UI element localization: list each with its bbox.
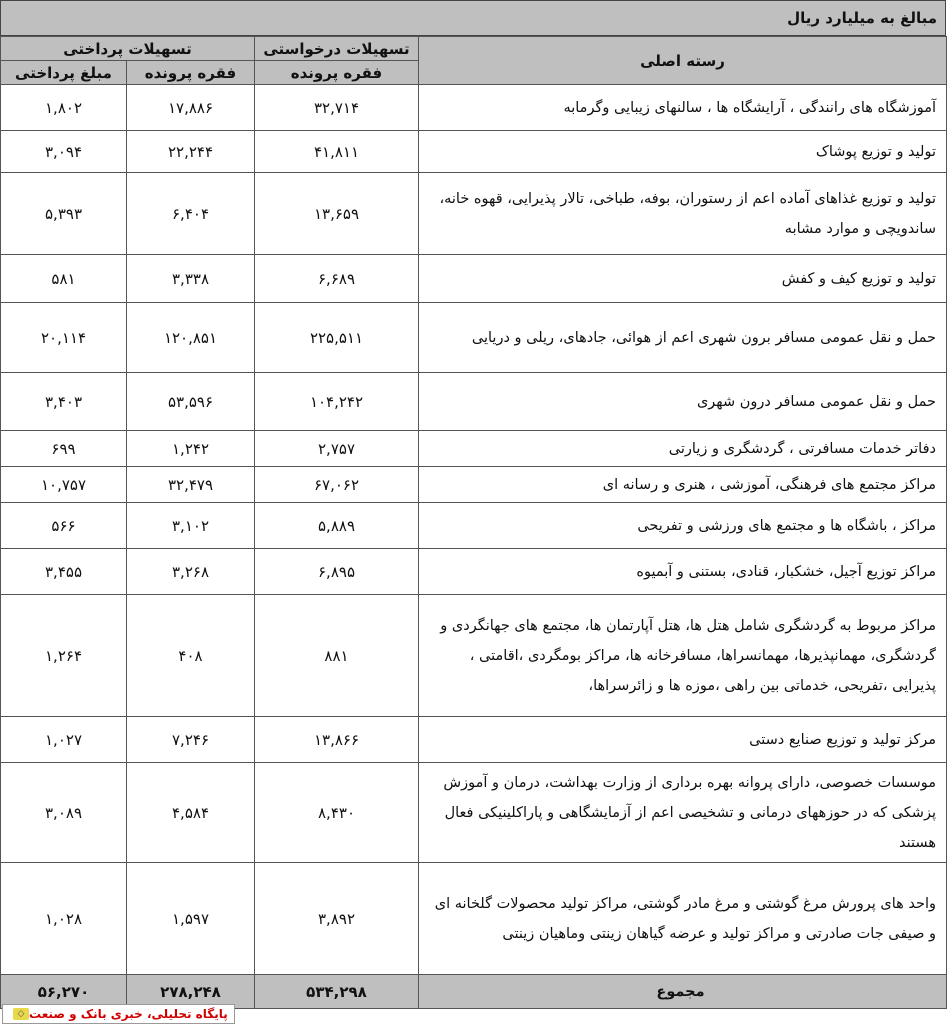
table-row: [1, 717, 947, 763]
table-row: [1, 863, 947, 975]
row-paid-files: ۳۲,۴۷۹: [127, 467, 255, 503]
row-requested: ۶,۶۸۹: [255, 255, 419, 303]
table-row: [1, 131, 947, 173]
header-requested-files: فقره پرونده: [255, 61, 419, 85]
total-paid-files: ۲۷۸,۲۴۸: [127, 975, 255, 1009]
total-requested: ۵۳۴,۲۹۸: [255, 975, 419, 1009]
row-category: مراکز توزیع آجیل، خشکبار، قنادی، بستنی و آبمیوه: [419, 549, 947, 595]
row-requested: ۱۳,۸۶۶: [255, 717, 419, 763]
row-category: دفاتر خدمات مسافرتی ، گردشگری و زیارتی: [419, 431, 947, 467]
table-row: [1, 595, 947, 717]
row-paid-amount: ۱,۸۰۲: [1, 85, 127, 131]
row-paid-files: ۳,۱۰۲: [127, 503, 255, 549]
table-row: [1, 255, 947, 303]
row-paid-amount: ۳,۰۹۴: [1, 131, 127, 173]
row-paid-files: ۶,۴۰۴: [127, 173, 255, 255]
row-category: مراکز ، باشگاه ها و مجتمع های ورزشی و تفریحی: [419, 503, 947, 549]
row-category: تولید و توزیع غذاهای آماده اعم از رستوران، بوفه، طباخی، تالار پذیرایی، قهوه خانه، ساندویچی و موارد مشابه: [419, 173, 947, 255]
row-paid-amount: ۳,۰۸۹: [1, 763, 127, 863]
header-category: رسته اصلی: [419, 37, 947, 85]
row-paid-files: ۱,۲۴۲: [127, 431, 255, 467]
row-requested: ۲۲۵,۵۱۱: [255, 303, 419, 373]
row-requested: ۳,۸۹۲: [255, 863, 419, 975]
row-requested: ۴۱,۸۱۱: [255, 131, 419, 173]
unit-note: [0, 0, 946, 36]
row-paid-files: ۱۲۰,۸۵۱: [127, 303, 255, 373]
row-paid-files: ۳,۲۶۸: [127, 549, 255, 595]
row-category: حمل و نقل عمومی مسافر برون شهری اعم از هوائی، جادهای، ریلی و دریایی: [419, 303, 947, 373]
row-requested: ۱۳,۶۵۹: [255, 173, 419, 255]
row-paid-amount: ۱,۲۶۴: [1, 595, 127, 717]
total-label: مجموع: [419, 975, 947, 1009]
row-requested: ۸۸۱: [255, 595, 419, 717]
table-row: [1, 173, 947, 255]
table-row: [1, 373, 947, 431]
row-paid-amount: ۵۶۶: [1, 503, 127, 549]
row-requested: ۵,۸۸۹: [255, 503, 419, 549]
table-row: [1, 763, 947, 863]
row-category: حمل و نقل عمومی مسافر درون شهری: [419, 373, 947, 431]
row-category: موسسات خصوصی، دارای پروانه بهره برداری از وزارت بهداشت، درمان و آموزش پزشکی که در حوزههای درمانی و تشخیصی اعم از آزمایشگاهی و پاراکلینیکی فعال هستند: [419, 763, 947, 863]
unit-note-text: مبالغ به میلیارد ریال: [787, 9, 937, 27]
table-row: [1, 503, 947, 549]
row-category: مراکز مجتمع های فرهنگی، آموزشی ، هنری و رسانه ای: [419, 467, 947, 503]
row-requested: ۶۷,۰۶۲: [255, 467, 419, 503]
row-category: تولید و توزیع پوشاک: [419, 131, 947, 173]
row-paid-files: ۱,۵۹۷: [127, 863, 255, 975]
row-paid-files: ۷,۲۴۶: [127, 717, 255, 763]
watermark-text: پایگاه تحلیلی، خبری بانک و صنعت: [29, 1007, 228, 1021]
row-paid-files: ۴,۵۸۴: [127, 763, 255, 863]
row-requested: ۸,۴۳۰: [255, 763, 419, 863]
row-requested: ۶,۸۹۵: [255, 549, 419, 595]
header-paid-group: تسهیلات پرداختی: [1, 37, 255, 61]
row-paid-amount: ۱,۰۲۷: [1, 717, 127, 763]
row-paid-amount: ۱,۰۲۸: [1, 863, 127, 975]
total-paid-amount: ۵۶,۲۷۰: [1, 975, 127, 1009]
row-paid-amount: ۲۰,۱۱۴: [1, 303, 127, 373]
row-paid-files: ۵۳,۵۹۶: [127, 373, 255, 431]
header-requested-group: تسهیلات درخواستی: [255, 37, 419, 61]
row-paid-files: ۳,۳۳۸: [127, 255, 255, 303]
facilities-table: [0, 36, 947, 1009]
row-category: مرکز تولید و توزیع صنایع دستی: [419, 717, 947, 763]
header-paid-files: فقره پرونده: [127, 61, 255, 85]
row-category: آموزشگاه های رانندگی ، آرایشگاه ها ، سالنهای زیبایی وگرمابه: [419, 85, 947, 131]
table-row: [1, 467, 947, 503]
table-row: [1, 85, 947, 131]
row-paid-files: ۴۰۸: [127, 595, 255, 717]
banner-logo-icon: ◇: [13, 1008, 29, 1020]
row-requested: ۲,۷۵۷: [255, 431, 419, 467]
row-paid-files: ۲۲,۲۴۴: [127, 131, 255, 173]
row-requested: ۳۲,۷۱۴: [255, 85, 419, 131]
row-paid-amount: ۳,۴۵۵: [1, 549, 127, 595]
table-row: [1, 303, 947, 373]
row-category: مراکز مربوط به گردشگری شامل هتل ها، هتل آپارتمان ها، مجتمع های جهانگردی و گردشگری، مهمانپذیرها، مهمانسراها، مسافرخانه ها، مراکز بومگردی ،اقامتی ، پذیرایی ،تفریحی، خدماتی بین راهی ،موزه ها و زائرسراها،: [419, 595, 947, 717]
table-row: [1, 431, 947, 467]
row-requested: ۱۰۴,۲۴۲: [255, 373, 419, 431]
table-row: [1, 549, 947, 595]
row-category: واحد های پرورش مرغ گوشتی و مرغ مادر گوشتی، مراکز تولید محصولات گلخانه ای و صیفی جات صادرتی و مراکز تولید و عرضه گیاهان زینتی وماهیان زینتی: [419, 863, 947, 975]
row-paid-amount: ۵۸۱: [1, 255, 127, 303]
row-paid-amount: ۳,۴۰۳: [1, 373, 127, 431]
row-paid-amount: ۶۹۹: [1, 431, 127, 467]
row-category: تولید و توزیع کیف و کفش: [419, 255, 947, 303]
row-paid-amount: ۱۰,۷۵۷: [1, 467, 127, 503]
watermark-banner: [2, 1004, 235, 1024]
row-paid-amount: ۵,۳۹۳: [1, 173, 127, 255]
row-paid-files: ۱۷,۸۸۶: [127, 85, 255, 131]
header-paid-amount: مبلغ پرداختی: [1, 61, 127, 85]
